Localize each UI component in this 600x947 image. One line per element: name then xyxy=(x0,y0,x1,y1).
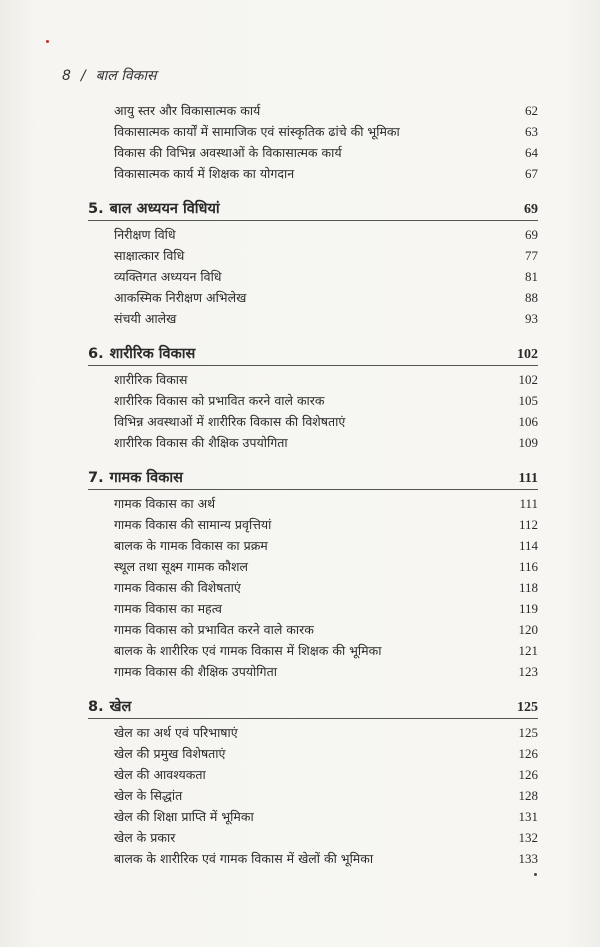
chapter-number: 6. xyxy=(88,346,104,362)
toc-entry xyxy=(88,432,538,453)
chapter-page-number: 111 xyxy=(518,471,538,486)
entry-title: गामक विकास की शैक्षिक उपयोगिता xyxy=(114,664,277,679)
chapter-heading xyxy=(88,343,538,366)
entry-page-number: 81 xyxy=(525,269,538,284)
toc-entry xyxy=(88,308,538,329)
toc-entry xyxy=(88,245,538,266)
chapter-number: 7. xyxy=(88,470,104,486)
chapter-title-text: बाल अध्ययन विधियां xyxy=(109,201,220,217)
entry-page-number: 69 xyxy=(525,227,538,242)
entry-title: शारीरिक विकास xyxy=(114,372,188,387)
toc-entry xyxy=(88,722,538,743)
entry-page-number: 109 xyxy=(518,435,538,450)
chapter-heading xyxy=(88,467,538,490)
chapter-heading xyxy=(88,198,538,221)
toc-entry xyxy=(88,411,538,432)
entry-title: गामक विकास का महत्व xyxy=(114,601,222,616)
toc-entry xyxy=(88,661,538,682)
entry-page-number: 63 xyxy=(525,124,538,139)
entry-title: शारीरिक विकास को प्रभावित करने वाले कारक xyxy=(114,393,325,408)
chapter-number: 8. xyxy=(88,699,104,715)
toc-entry xyxy=(88,577,538,598)
entry-title: शारीरिक विकास की शैक्षिक उपयोगिता xyxy=(114,435,288,450)
entry-title: व्यक्तिगत अध्ययन विधि xyxy=(114,269,222,284)
table-of-contents xyxy=(88,100,538,869)
toc-entry xyxy=(88,142,538,163)
entry-page-number: 114 xyxy=(518,538,538,553)
toc-entry xyxy=(88,493,538,514)
toc-entry xyxy=(88,514,538,535)
entry-title: विभिन्न अवस्थाओं में शारीरिक विकास की विशेषताएं xyxy=(114,414,346,429)
chapter-title-text: शारीरिक विकास xyxy=(109,346,196,362)
chapter-title-text: गामक विकास xyxy=(109,470,183,486)
entry-page-number: 112 xyxy=(518,517,538,532)
chapter-title xyxy=(88,696,131,718)
entry-page-number: 118 xyxy=(518,580,538,595)
chapter-page-number: 102 xyxy=(517,347,538,362)
ink-speck xyxy=(534,873,537,876)
entry-page-number: 64 xyxy=(525,145,538,160)
entry-title: निरीक्षण विधि xyxy=(114,227,176,242)
entry-title: गामक विकास की विशेषताएं xyxy=(114,580,241,595)
entry-title: विकासात्मक कार्यों में सामाजिक एवं सांस्कृतिक ढांचे की भूमिका xyxy=(114,124,400,139)
header-separator: / xyxy=(80,68,86,84)
toc-entry xyxy=(88,121,538,142)
entry-page-number: 67 xyxy=(525,166,538,181)
entry-title: खेल की शिक्षा प्राप्ति में भूमिका xyxy=(114,809,254,824)
entry-title: खेल के प्रकार xyxy=(114,830,176,845)
entry-page-number: 62 xyxy=(525,103,538,118)
entry-page-number: 93 xyxy=(525,311,538,326)
entry-page-number: 121 xyxy=(518,643,538,658)
entry-title: स्थूल तथा सूक्ष्म गामक कौशल xyxy=(114,559,248,574)
chapter-page-number: 69 xyxy=(524,202,538,217)
entry-page-number: 125 xyxy=(518,725,538,740)
entry-page-number: 132 xyxy=(518,830,538,845)
chapter-number: 5. xyxy=(88,201,104,217)
entry-title: गामक विकास का अर्थ xyxy=(114,496,216,511)
entry-title: संचयी आलेख xyxy=(114,311,177,326)
toc-entry xyxy=(88,598,538,619)
toc-entry xyxy=(88,827,538,848)
toc-entry xyxy=(88,390,538,411)
entry-title: बालक के शारीरिक एवं गामक विकास में शिक्षक की भूमिका xyxy=(114,643,382,658)
entry-title: खेल का अर्थ एवं परिभाषाएं xyxy=(114,725,238,740)
toc-entry xyxy=(88,785,538,806)
entry-title: खेल की प्रमुख विशेषताएं xyxy=(114,746,226,761)
toc-entry xyxy=(88,848,538,869)
entry-title: विकासात्मक कार्य में शिक्षक का योगदान xyxy=(114,166,295,181)
running-header xyxy=(62,66,156,85)
entry-title: बालक के गामक विकास का प्रक्रम xyxy=(114,538,268,553)
chapter-page-number: 125 xyxy=(517,700,538,715)
entry-page-number: 111 xyxy=(519,496,538,511)
entry-title: गामक विकास को प्रभावित करने वाले कारक xyxy=(114,622,314,637)
chapter-title xyxy=(88,198,220,220)
toc-entry xyxy=(88,743,538,764)
entry-page-number: 102 xyxy=(518,372,538,387)
entry-page-number: 88 xyxy=(525,290,538,305)
entry-page-number: 123 xyxy=(518,664,538,679)
toc-entry xyxy=(88,806,538,827)
toc-entry xyxy=(88,163,538,184)
entry-title: खेल के सिद्धांत xyxy=(114,788,183,803)
entry-page-number: 126 xyxy=(518,767,538,782)
toc-entry xyxy=(88,640,538,661)
toc-entry xyxy=(88,619,538,640)
entry-title: गामक विकास की सामान्य प्रवृत्तियां xyxy=(114,517,272,532)
toc-entry xyxy=(88,100,538,121)
chapter-heading xyxy=(88,696,538,719)
entry-page-number: 77 xyxy=(525,248,538,263)
entry-page-number: 119 xyxy=(518,601,538,616)
entry-page-number: 126 xyxy=(518,746,538,761)
book-title: बाल विकास xyxy=(95,68,157,84)
entry-page-number: 105 xyxy=(518,393,538,408)
entry-page-number: 120 xyxy=(518,622,538,637)
toc-entry xyxy=(88,556,538,577)
entry-page-number: 133 xyxy=(518,851,538,866)
toc-entry xyxy=(88,535,538,556)
entry-title: बालक के शारीरिक एवं गामक विकास में खेलों की भूमिका xyxy=(114,851,374,866)
entry-page-number: 128 xyxy=(518,788,538,803)
toc-entry xyxy=(88,369,538,390)
entry-page-number: 116 xyxy=(518,559,538,574)
toc-entry xyxy=(88,764,538,785)
toc-entry xyxy=(88,266,538,287)
toc-entry xyxy=(88,224,538,245)
chapter-title-text: खेल xyxy=(109,699,132,715)
ink-speck xyxy=(46,40,49,43)
entry-title: खेल की आवश्यकता xyxy=(114,767,206,782)
page-number: 8 xyxy=(62,68,71,84)
entry-title: विकास की विभिन्न अवस्थाओं के विकासात्मक कार्य xyxy=(114,145,342,160)
entry-title: आकस्मिक निरीक्षण अभिलेख xyxy=(114,290,247,305)
entry-page-number: 106 xyxy=(518,414,538,429)
entry-title: साक्षात्कार विधि xyxy=(114,248,185,263)
chapter-title xyxy=(88,343,195,365)
toc-entry xyxy=(88,287,538,308)
entry-title: आयु स्तर और विकासात्मक कार्य xyxy=(114,103,261,118)
entry-page-number: 131 xyxy=(518,809,538,824)
chapter-title xyxy=(88,467,183,489)
